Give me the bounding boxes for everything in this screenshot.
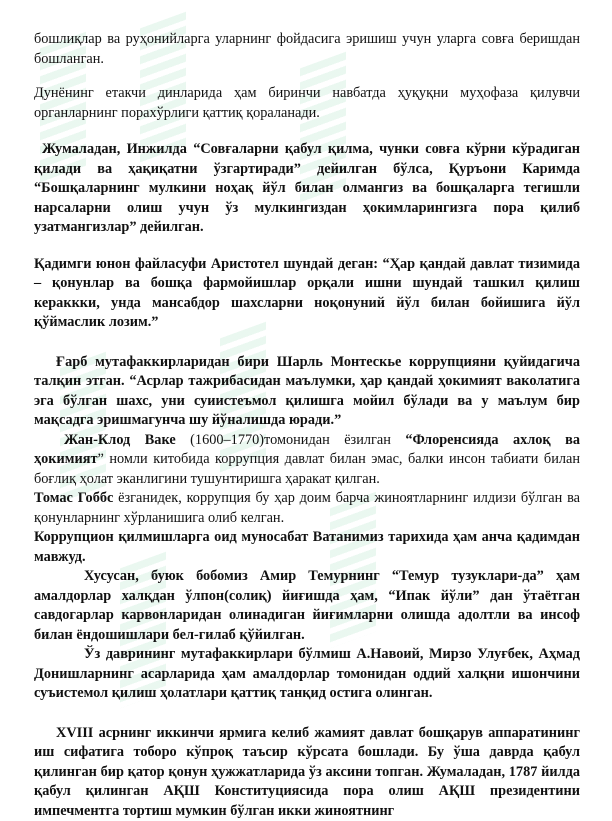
paragraph-6 <box>34 431 580 490</box>
paragraph-11: XVIII асрнинг иккинчи ярмига келиб жамият давлат бошқарув аппаратининг иш сифатига тоборо кўпроқ таъсир кўрсата бошлади. Бу ўша даврда қабул қилинган бир қатор қонун ҳужжатларида ўз аксини топган. Жумаладан, 1787 йилда қабул қилинган АҚШ Конституциясида пора олиш АҚШ президентини импечментга тортиш мумкин бўлган икки жиноятнинг <box>34 724 580 821</box>
paragraph-9: Хусусан, буюк бобомиз Амир Темурнинг “Темур тузуклари-да” ҳам амалдорлар халқдан ўлпон(солиқ) йиғишда ҳам, “Ипак йўли” дан ўтаётган савдогарлар карвонларидан олинадиган йиғимларни олишда адолтли ва инсоф билан ёндошишлари бел-гилаб қўйилган. <box>34 567 580 645</box>
document-page <box>34 30 580 821</box>
paragraph-10: Ўз даврининг мутафаккирлари бўлмиш А.Навоий, Мирзо Улуғбек, Аҳмад Донишларнинг асарларида ҳам амалдорлар томонидан оддий халқни ишончини суъистемол қилиш ҳолатлари қаттиқ танқид остига олинган. <box>34 645 580 704</box>
author-name-2: Томас Гоббс <box>34 490 113 506</box>
paragraph-1: бошлиқлар ва руҳонийларга уларнинг фойдасига эришиш учун уларга совға беришдан бошланган. <box>34 30 580 69</box>
paragraph-7-text: ёзганидек, коррупция бу ҳар доим барча жиноятларнинг илдизи бўлган ва қонунларнинг хўрланишига олиб келган. <box>34 490 580 526</box>
paragraph-8: Коррупцион қилмишларга оид муносабат Ватанимиз тарихида ҳам анча қадимдан мавжуд. <box>34 528 580 567</box>
paragraph-6-text-2: ” номли китобида коррупция давлат билан эмас, балки инсон табиати билан боғлиқ ҳолат эканлигини тушунтиришга ҳаракат қилган. <box>34 451 580 487</box>
author-name: Жан-Клод Ваке <box>64 432 176 448</box>
paragraph-3: Жумаладан, Инжилда “Совғаларни қабул қилма, чунки совға кўрни кўрадиган қилади ва ҳақиқатни ўзгартиради” дейилган бўлса, Қуръони Каримда “Бошқаларнинг мулкини ноҳақ йўл билан олмангиз ва бошқаларга тегишли нарсаларни олиш учун ўз мулкингиздан ҳокимларингизга пора қилиб узатмангизлар” дейилган. <box>34 140 580 238</box>
book-title: “Флоренсияда ахлоқ ва ҳокимият <box>34 432 580 468</box>
paragraph-6-text: (1600–1770)томонидан ёзилган <box>176 432 406 448</box>
paragraph-4: Қадимги юнон файласуфи Аристотел шундай деган: “Ҳар қандай давлат тизимида – қонунлар ва бошқа фармойишлар орқали ишни шундай ташкил қилиш кераккки, унда мансабдор шахсларни ноқонуний йўл билан бойишига йўл қўймаслик лозим.” <box>34 255 580 333</box>
paragraph-5: Ғарб мутафаккирларидан бири Шарль Монтескье коррупцияни қуйидагича талқин этган. “Асрлар тажрибасидан маълумки, ҳар қандай ҳокимият ваколатига эга бўлган шахс, уни суиистеъмол қилишга мойил бўлади ва у маълум бир мақсадга эришмагунча шу йўналишда юради.” <box>34 353 580 431</box>
paragraph-7 <box>34 489 580 528</box>
paragraph-2: Дунёнинг етакчи динларида ҳам биринчи навбатда ҳуқуқни муҳофаза қилувчи органларнинг порахўрлиги қаттиқ қораланади. <box>34 84 580 123</box>
